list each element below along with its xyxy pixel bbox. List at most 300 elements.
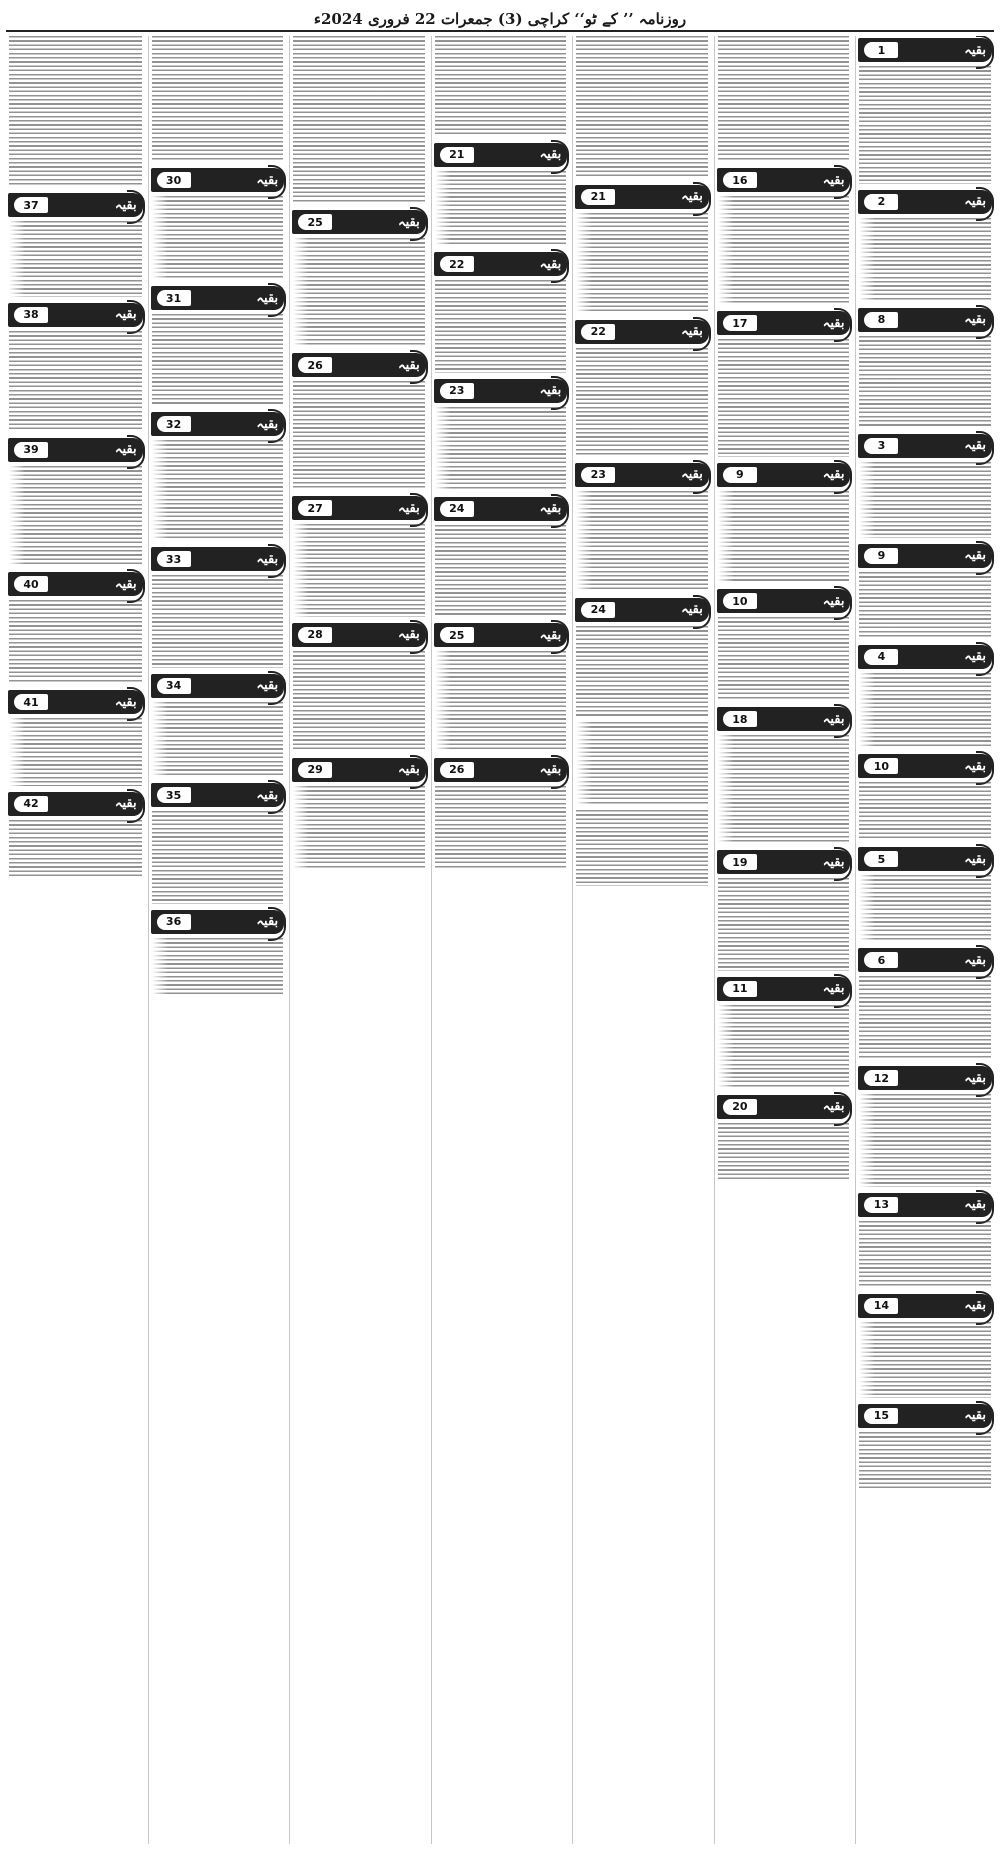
continuation-heading [292,758,426,782]
continuation-number: 6 [864,952,898,968]
article-text-block [859,66,991,184]
continuation-label: بقیہ [539,383,562,399]
continuation-number: 23 [440,383,474,399]
heading-ornament [693,595,711,629]
article-text-block [718,36,850,162]
continuation-section [151,672,285,778]
continuation-number: 3 [864,438,898,454]
continuation-label: بقیہ [964,1197,986,1213]
heading-ornament [976,751,994,785]
article-text-block [576,626,708,718]
article-text-block [9,600,142,684]
continuation-label: بقیہ [539,627,562,643]
article-text-block [859,782,991,841]
continuation-section [858,1402,992,1491]
continuation-number: 41 [14,694,48,710]
article-text-block [9,466,142,567]
article-text-block [293,786,425,870]
continuation-label: بقیہ [964,1408,986,1424]
article-text-block [718,617,850,701]
article-text-block [293,651,425,752]
article-text-block [152,440,284,541]
continuation-section [8,191,143,297]
continuation-heading [575,320,709,344]
heading-ornament [551,249,569,283]
continuation-label: بقیہ [114,307,137,323]
continuation-number: 40 [14,576,48,592]
continuation-number: 11 [723,981,757,997]
article-text-block [859,673,991,749]
continuation-heading [717,463,851,487]
continuation-section [575,722,709,806]
continuation-number: 22 [581,324,615,340]
continuation-section [292,621,426,752]
heading-ornament [834,586,852,620]
continuation-section [575,461,709,592]
continuation-section [858,36,992,184]
heading-ornament [693,182,711,216]
continuation-number: 36 [157,914,191,930]
article-text-block [9,718,142,785]
continuation-number: 38 [14,307,48,323]
continuation-section [858,542,992,639]
masthead [6,8,994,32]
article-text-block [9,331,142,432]
continuation-section [717,166,851,305]
continuation-label: بقیہ [964,312,986,328]
news-column [431,36,570,1844]
continuation-heading [717,1095,851,1119]
continuation-label: بقیہ [681,189,703,205]
continuation-heading [8,690,143,714]
continuation-section [858,432,992,538]
continuation-heading [434,758,568,782]
continuation-section [575,36,709,179]
continuation-label: بقیہ [539,256,562,272]
article-text-block [9,221,142,297]
heading-ornament [127,569,145,603]
continuation-heading [717,589,851,613]
continuation-heading [151,168,285,192]
article-text-block [435,407,567,491]
continuation-heading [8,572,143,596]
continuation-section [151,36,285,162]
heading-ornament [410,620,428,654]
continuation-section [575,318,709,457]
continuation-number: 24 [581,602,615,618]
continuation-section [292,36,426,204]
article-text-block [859,218,991,302]
continuation-number: 8 [864,312,898,328]
continuation-label: بقیہ [256,787,279,803]
continuation-section [151,166,285,280]
continuation-label: بقیہ [964,952,986,968]
continuation-heading [151,783,285,807]
continuation-number: 18 [723,711,757,727]
heading-ornament [976,1063,994,1097]
continuation-heading [717,311,851,335]
continuation-heading [858,645,992,669]
continuation-section [292,494,426,616]
continuation-section [717,36,851,162]
continuation-label: بقیہ [822,593,845,609]
continuation-section [858,946,992,1060]
continuation-section [575,810,709,886]
continuation-section [8,36,143,187]
article-text-block [859,1094,991,1186]
continuation-label: بقیہ [964,1070,986,1086]
continuation-heading [858,1294,992,1318]
continuation-label: بقیہ [681,467,703,483]
continuation-label: بقیہ [822,172,845,188]
article-text-block [293,524,425,616]
article-text-block [293,238,425,347]
heading-ornament [127,789,145,823]
heading-ornament [693,317,711,351]
heading-ornament [268,907,286,941]
continuation-number: 10 [723,593,757,609]
continuation-label: بقیہ [681,602,703,618]
continuation-section [575,183,709,314]
continuation-label: بقیہ [114,442,137,458]
article-text-block [576,810,708,886]
continuation-heading [858,38,992,62]
continuation-section [151,908,285,997]
article-text-block [576,491,708,592]
continuation-label: بقیہ [397,357,420,373]
continuation-heading [8,792,143,816]
continuation-label: بقیہ [539,501,562,517]
continuation-label: بقیہ [964,548,986,564]
continuation-label: بقیہ [397,627,420,643]
continuation-section [434,377,568,491]
article-text-block [435,36,567,137]
article-text-block [435,525,567,617]
continuation-number: 24 [440,501,474,517]
heading-ornament [976,945,994,979]
continuation-number: 26 [440,762,474,778]
continuation-section [8,790,143,879]
article-text-block [718,339,850,457]
continuation-number: 12 [864,1070,898,1086]
article-text-block [576,348,708,457]
continuation-section [858,752,992,841]
continuation-number: 10 [864,758,898,774]
continuation-section [434,621,568,752]
article-text-block [718,196,850,305]
continuation-section [8,688,143,785]
continuation-label: بقیہ [256,172,279,188]
continuation-label: بقیہ [256,914,279,930]
article-text-block [718,1005,850,1089]
heading-ornament [976,305,994,339]
continuation-number: 20 [723,1099,757,1115]
continuation-label: بقیہ [964,1298,986,1314]
heading-ornament [551,494,569,528]
article-text-block [152,702,284,778]
continuation-heading [858,1066,992,1090]
heading-ornament [127,300,145,334]
continuation-label: بقیہ [681,324,703,340]
continuation-number: 42 [14,796,48,812]
continuation-section [717,848,851,970]
article-text-block [859,976,991,1060]
continuation-heading [151,412,285,436]
article-text-block [435,171,567,247]
article-text-block [718,1123,850,1182]
continuation-heading [292,210,426,234]
article-text-block [859,1322,991,1398]
continuation-label: بقیہ [256,290,279,306]
article-text-block [152,314,284,406]
heading-ornament [410,350,428,384]
continuation-section [717,309,851,457]
continuation-label: بقیہ [822,1099,845,1115]
article-text-block [859,875,991,942]
heading-ornament [976,187,994,221]
news-column [6,36,145,1844]
continuation-heading [151,286,285,310]
continuation-heading [575,185,709,209]
continuation-number: 9 [723,467,757,483]
continuation-heading [858,1404,992,1428]
continuation-heading [858,847,992,871]
continuation-label: بقیہ [397,214,420,230]
continuation-label: بقیہ [397,762,420,778]
heading-ornament [976,541,994,575]
news-column [572,36,711,1844]
continuation-number: 22 [440,256,474,272]
continuation-heading [151,547,285,571]
continuation-label: بقیہ [822,315,845,331]
continuation-number: 29 [298,762,332,778]
heading-ornament [834,704,852,738]
article-text-block [152,811,284,903]
continuation-number: 17 [723,315,757,331]
continuation-heading [858,190,992,214]
continuation-section [858,1292,992,1398]
continuation-label: بقیہ [964,194,986,210]
continuation-section [434,141,568,247]
article-text-block [152,196,284,280]
continuation-label: بقیہ [822,854,845,870]
continuation-number: 13 [864,1197,898,1213]
continuation-label: بقیہ [539,762,562,778]
continuation-label: بقیہ [397,500,420,516]
continuation-number: 5 [864,851,898,867]
continuation-number: 25 [440,627,474,643]
heading-ornament [834,460,852,494]
heading-ornament [976,431,994,465]
continuation-section [717,1093,851,1182]
continuation-heading [717,977,851,1001]
heading-ornament [834,974,852,1008]
continuation-section [717,587,851,701]
heading-ornament [834,1092,852,1126]
article-text-block [9,36,142,187]
continuation-section [434,250,568,372]
continuation-number: 9 [864,548,898,564]
continuation-label: بقیہ [822,981,845,997]
continuation-heading [434,623,568,647]
continuation-number: 15 [864,1408,898,1424]
continuation-label: بقیہ [964,649,986,665]
heading-ornament [551,376,569,410]
continuation-heading [858,308,992,332]
heading-ornament [834,165,852,199]
news-column [855,36,994,1844]
continuation-label: بقیہ [114,694,137,710]
article-text-block [859,572,991,639]
heading-ornament [410,207,428,241]
article-text-block [435,786,567,870]
continuation-heading [434,143,568,167]
article-text-block [293,36,425,204]
continuation-heading [434,252,568,276]
continuation-number: 19 [723,854,757,870]
news-column [714,36,853,1844]
continuation-heading [151,674,285,698]
continuation-section [151,545,285,667]
column-grid [6,36,994,1844]
continuation-section [151,284,285,406]
article-text-block [718,491,850,583]
continuation-number: 34 [157,678,191,694]
continuation-section [717,975,851,1089]
continuation-heading [8,193,143,217]
continuation-label: بقیہ [964,438,986,454]
continuation-heading [858,754,992,778]
continuation-heading [8,303,143,327]
continuation-section [858,1191,992,1288]
continuation-section [292,208,426,347]
continuation-number: 23 [581,467,615,483]
continuation-label: بقیہ [964,851,986,867]
continuation-section [717,705,851,844]
continuation-number: 14 [864,1298,898,1314]
article-text-block [859,1432,991,1491]
article-text-block [859,1221,991,1288]
heading-ornament [834,847,852,881]
continuation-heading [858,544,992,568]
continuation-number: 39 [14,442,48,458]
heading-ornament [976,36,994,69]
news-column [289,36,428,1844]
heading-ornament [976,642,994,676]
heading-ornament [551,140,569,174]
continuation-section [858,1064,992,1186]
continuation-section [8,436,143,567]
article-text-block [435,280,567,372]
continuation-number: 28 [298,627,332,643]
continuation-section [717,461,851,583]
continuation-heading [292,623,426,647]
heading-ornament [268,544,286,578]
continuation-heading [858,1193,992,1217]
heading-ornament [127,435,145,469]
heading-ornament [976,1401,994,1435]
heading-ornament [268,780,286,814]
continuation-number: 37 [14,197,48,213]
continuation-section [858,643,992,749]
continuation-heading [717,850,851,874]
continuation-label: بقیہ [964,758,986,774]
continuation-label: بقیہ [256,416,279,432]
article-text-block [152,938,284,997]
article-text-block [576,722,708,806]
continuation-number: 33 [157,551,191,567]
continuation-label: بقیہ [114,796,137,812]
heading-ornament [551,620,569,654]
continuation-section [8,301,143,432]
continuation-number: 31 [157,290,191,306]
article-text-block [152,36,284,162]
continuation-number: 25 [298,214,332,230]
article-text-block [576,213,708,314]
article-text-block [435,651,567,752]
continuation-number: 30 [157,172,191,188]
heading-ornament [268,671,286,705]
continuation-heading [292,353,426,377]
news-column [148,36,287,1844]
continuation-number: 26 [298,357,332,373]
article-text-block [152,575,284,667]
continuation-label: بقیہ [539,147,562,163]
heading-ornament [976,1190,994,1224]
continuation-number: 21 [581,189,615,205]
article-text-block [293,381,425,490]
article-text-block [9,820,142,879]
heading-ornament [976,1291,994,1325]
continuation-heading [434,497,568,521]
continuation-heading [717,707,851,731]
article-text-block [718,735,850,844]
heading-ornament [693,460,711,494]
continuation-heading [151,910,285,934]
continuation-section [858,306,992,428]
continuation-section [292,756,426,870]
continuation-section [151,781,285,903]
continuation-section [292,351,426,490]
heading-ornament [976,844,994,878]
continuation-label: بقیہ [822,467,845,483]
continuation-section [434,756,568,870]
continuation-heading [575,598,709,622]
continuation-heading [717,168,851,192]
article-text-block [859,462,991,538]
continuation-section [858,188,992,302]
continuation-number: 35 [157,787,191,803]
continuation-number: 21 [440,147,474,163]
continuation-label: بقیہ [256,551,279,567]
heading-ornament [834,308,852,342]
continuation-number: 27 [298,500,332,516]
continuation-label: بقیہ [964,42,986,58]
heading-ornament [268,165,286,199]
continuation-heading [858,434,992,458]
heading-ornament [551,755,569,789]
continuation-number: 32 [157,416,191,432]
continuation-label: بقیہ [256,678,279,694]
continuation-heading [292,496,426,520]
continuation-heading [858,948,992,972]
continuation-label: بقیہ [822,711,845,727]
continuation-number: 1 [864,42,898,58]
continuation-section [151,410,285,541]
continuation-number: 4 [864,649,898,665]
heading-ornament [268,283,286,317]
continuation-number: 16 [723,172,757,188]
